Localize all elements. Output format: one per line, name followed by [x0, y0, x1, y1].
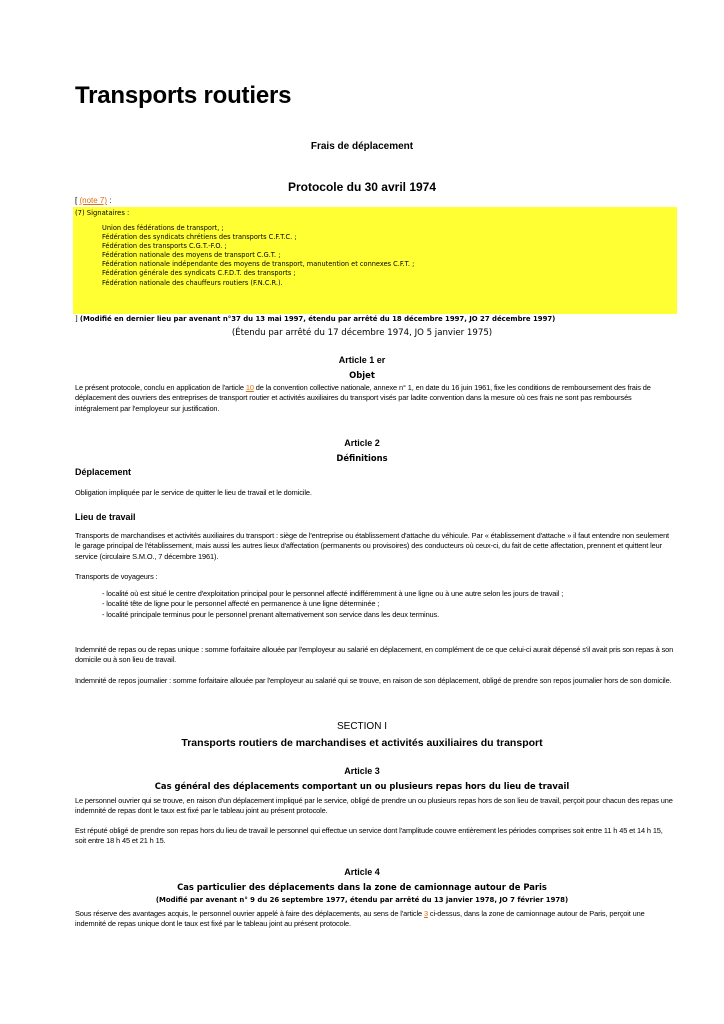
list-item: - localité principale terminus pour le personnel prenant alternativement son service dans les deux terminus. — [102, 610, 563, 620]
article-3-para-1: Le personnel ouvrier qui se trouve, en raison d'un déplacement impliqué par le service, obligé de prendre un ou plusieurs repas hors de son lieu de travail, perçoit pour chacun des repas une indemnité de repas dont le taux est fixé par le tableau joint au présent protocole. — [75, 796, 673, 816]
section-title: Transports routiers de marchandises et activités auxiliaires du transport — [181, 737, 543, 749]
article-4-title: Article 4 — [344, 867, 380, 877]
last-modified-line — [75, 315, 555, 323]
article-2-title: Article 2 — [344, 438, 380, 448]
deplacement-text: Obligation impliquée par le service de quitter le lieu de travail et le domicile. — [75, 488, 312, 497]
article-3-para-2: Est réputé obligé de prendre son repas hors du lieu de travail le personnel qui effectue un service dont l'amplitude couvre entièrement les périodes comprises soit entre 11 h 45 et 14 h 15, soit entre 18 h 45 et 21 h 15. — [75, 826, 663, 846]
note-highlight-box — [73, 207, 677, 314]
note-prefix: [ — [75, 196, 80, 205]
indemnite-repas-text: Indemnité de repas ou de repas unique : somme forfaitaire allouée par l'employeur au salarié en déplacement, en complément de ce que celui-ci aurait dépensé s'il avait pris son repas à son domicile ou à son lieu de travail. — [75, 645, 674, 665]
article-3-subtitle: Cas général des déplacements comportant un ou plusieurs repas hors du lieu de travail — [154, 781, 570, 791]
signatory-item: Fédération nationale des moyens de transport C.G.T. ; — [102, 251, 281, 260]
article-1-text-before: Le présent protocole, conclu en application de l'article — [75, 383, 246, 392]
note-suffix: : — [107, 196, 112, 205]
article-4-text-after: ci-dessus, dans la zone de camionnage autour de Paris, perçoit une indemnité de repas unique dont le taux est fixé par le tableau joint au présent protocole. — [75, 909, 645, 929]
section-label: SECTION I — [336, 721, 387, 732]
article-4-text — [75, 909, 675, 930]
lieu-text: Transports de marchandises et activités auxiliaires du transport : siège de l'entreprise ou établissement d'attache du véhicule. Par « établissement d'attache » il faut entendre non seulement le garage principal de l'établissement, mais aussi les autres lieux d'affectation (permanents ou provisoires) des conducteurs où ceux-ci, du fait de cette affectation, prennent et quittent leur service (circulaire S.M.O., 7 décembre 1961). — [75, 531, 669, 561]
article-2-subtitle: Définitions — [336, 453, 388, 463]
article-4-subtitle: Cas particulier des déplacements dans la zone de camionnage autour de Paris — [177, 882, 547, 892]
article-1-text-after: de la convention collective nationale, annexe n° 1, en date du 16 juin 1961, fixe les conditions de remboursement des frais de déplacement des ouvriers des entreprises de transport routier et activités auxiliaires du transport visés par ladite convention dans la mesure où ces frais ne sont pas remboursés intégralement par l'employeur sur justification. — [75, 383, 651, 413]
signatories-list — [102, 224, 414, 288]
article-1-subtitle: Objet — [349, 370, 375, 380]
indemnite-repos-text: Indemnité de repos journalier : somme forfaitaire allouée par l'employeur au salarié qui se trouve, en raison de son déplacement, obligé de prendre son repos journalier hors de son domicile. — [75, 676, 672, 685]
list-item: - localité tête de ligne pour le personnel affecté en permanence à une ligne déterminée ; — [102, 599, 563, 609]
list-item: - localité où est situé le centre d'exploitation principal pour le personnel affecté indifféremment à une ligne ou à une autre selon les jours de travail ; — [102, 589, 563, 599]
modified-bracket: ] — [75, 315, 80, 323]
lieu-heading: Lieu de travail — [75, 512, 136, 522]
signatory-item: Fédération des transports C.G.T.-F.O. ; — [102, 242, 227, 251]
signatory-item: Fédération des syndicats chrétiens des transports C.F.T.C. ; — [102, 233, 297, 242]
note-reference — [75, 196, 111, 205]
extended-line: (Étendu par arrêté du 17 décembre 1974, JO 5 janvier 1975) — [231, 328, 493, 338]
article-10-link[interactable]: 10 — [245, 383, 254, 392]
article-1-title: Article 1 er — [338, 355, 386, 365]
article-4-modified: (Modifié par avenant n° 9 du 26 septembre 1977, étendu par arrêté du 13 janvier 1978, JO 7 février 1978) — [155, 896, 569, 904]
deplacement-heading: Déplacement — [75, 467, 132, 477]
protocol-title: Protocole du 30 avril 1974 — [287, 180, 437, 194]
voyageurs-list — [102, 589, 563, 620]
article-3-title: Article 3 — [344, 766, 380, 776]
signatory-item: Fédération nationale indépendante des moyens de transport, manutention et connexes C.F.T. ; — [102, 260, 415, 269]
signatory-item: Fédération nationale des chauffeurs routiers (F.N.C.R.). — [102, 278, 283, 287]
voyageurs-label: Transports de voyageurs : — [75, 572, 158, 581]
signatory-item: Union des fédérations de transport, ; — [102, 224, 224, 232]
note-link[interactable]: (note 7) — [79, 196, 108, 205]
page-title: Transports routiers — [75, 82, 292, 109]
article-3-link[interactable]: 3 — [423, 909, 428, 918]
article-4-text-before: Sous réserve des avantages acquis, le personnel ouvrier appelé à faire des déplacements, au sens de l'article — [75, 909, 424, 918]
signatory-item: Fédération générale des syndicats C.F.D.T. des transports ; — [102, 269, 296, 278]
modified-text: (Modifié en dernier lieu par avenant n°37 du 13 mai 1997, étendu par arrêté du 18 décembre 1997, JO 27 décembre 1997) — [79, 315, 556, 323]
article-1-text — [75, 383, 675, 414]
document-subtitle: Frais de déplacement — [310, 141, 414, 152]
note-heading: (7) Signataires : — [75, 209, 130, 217]
